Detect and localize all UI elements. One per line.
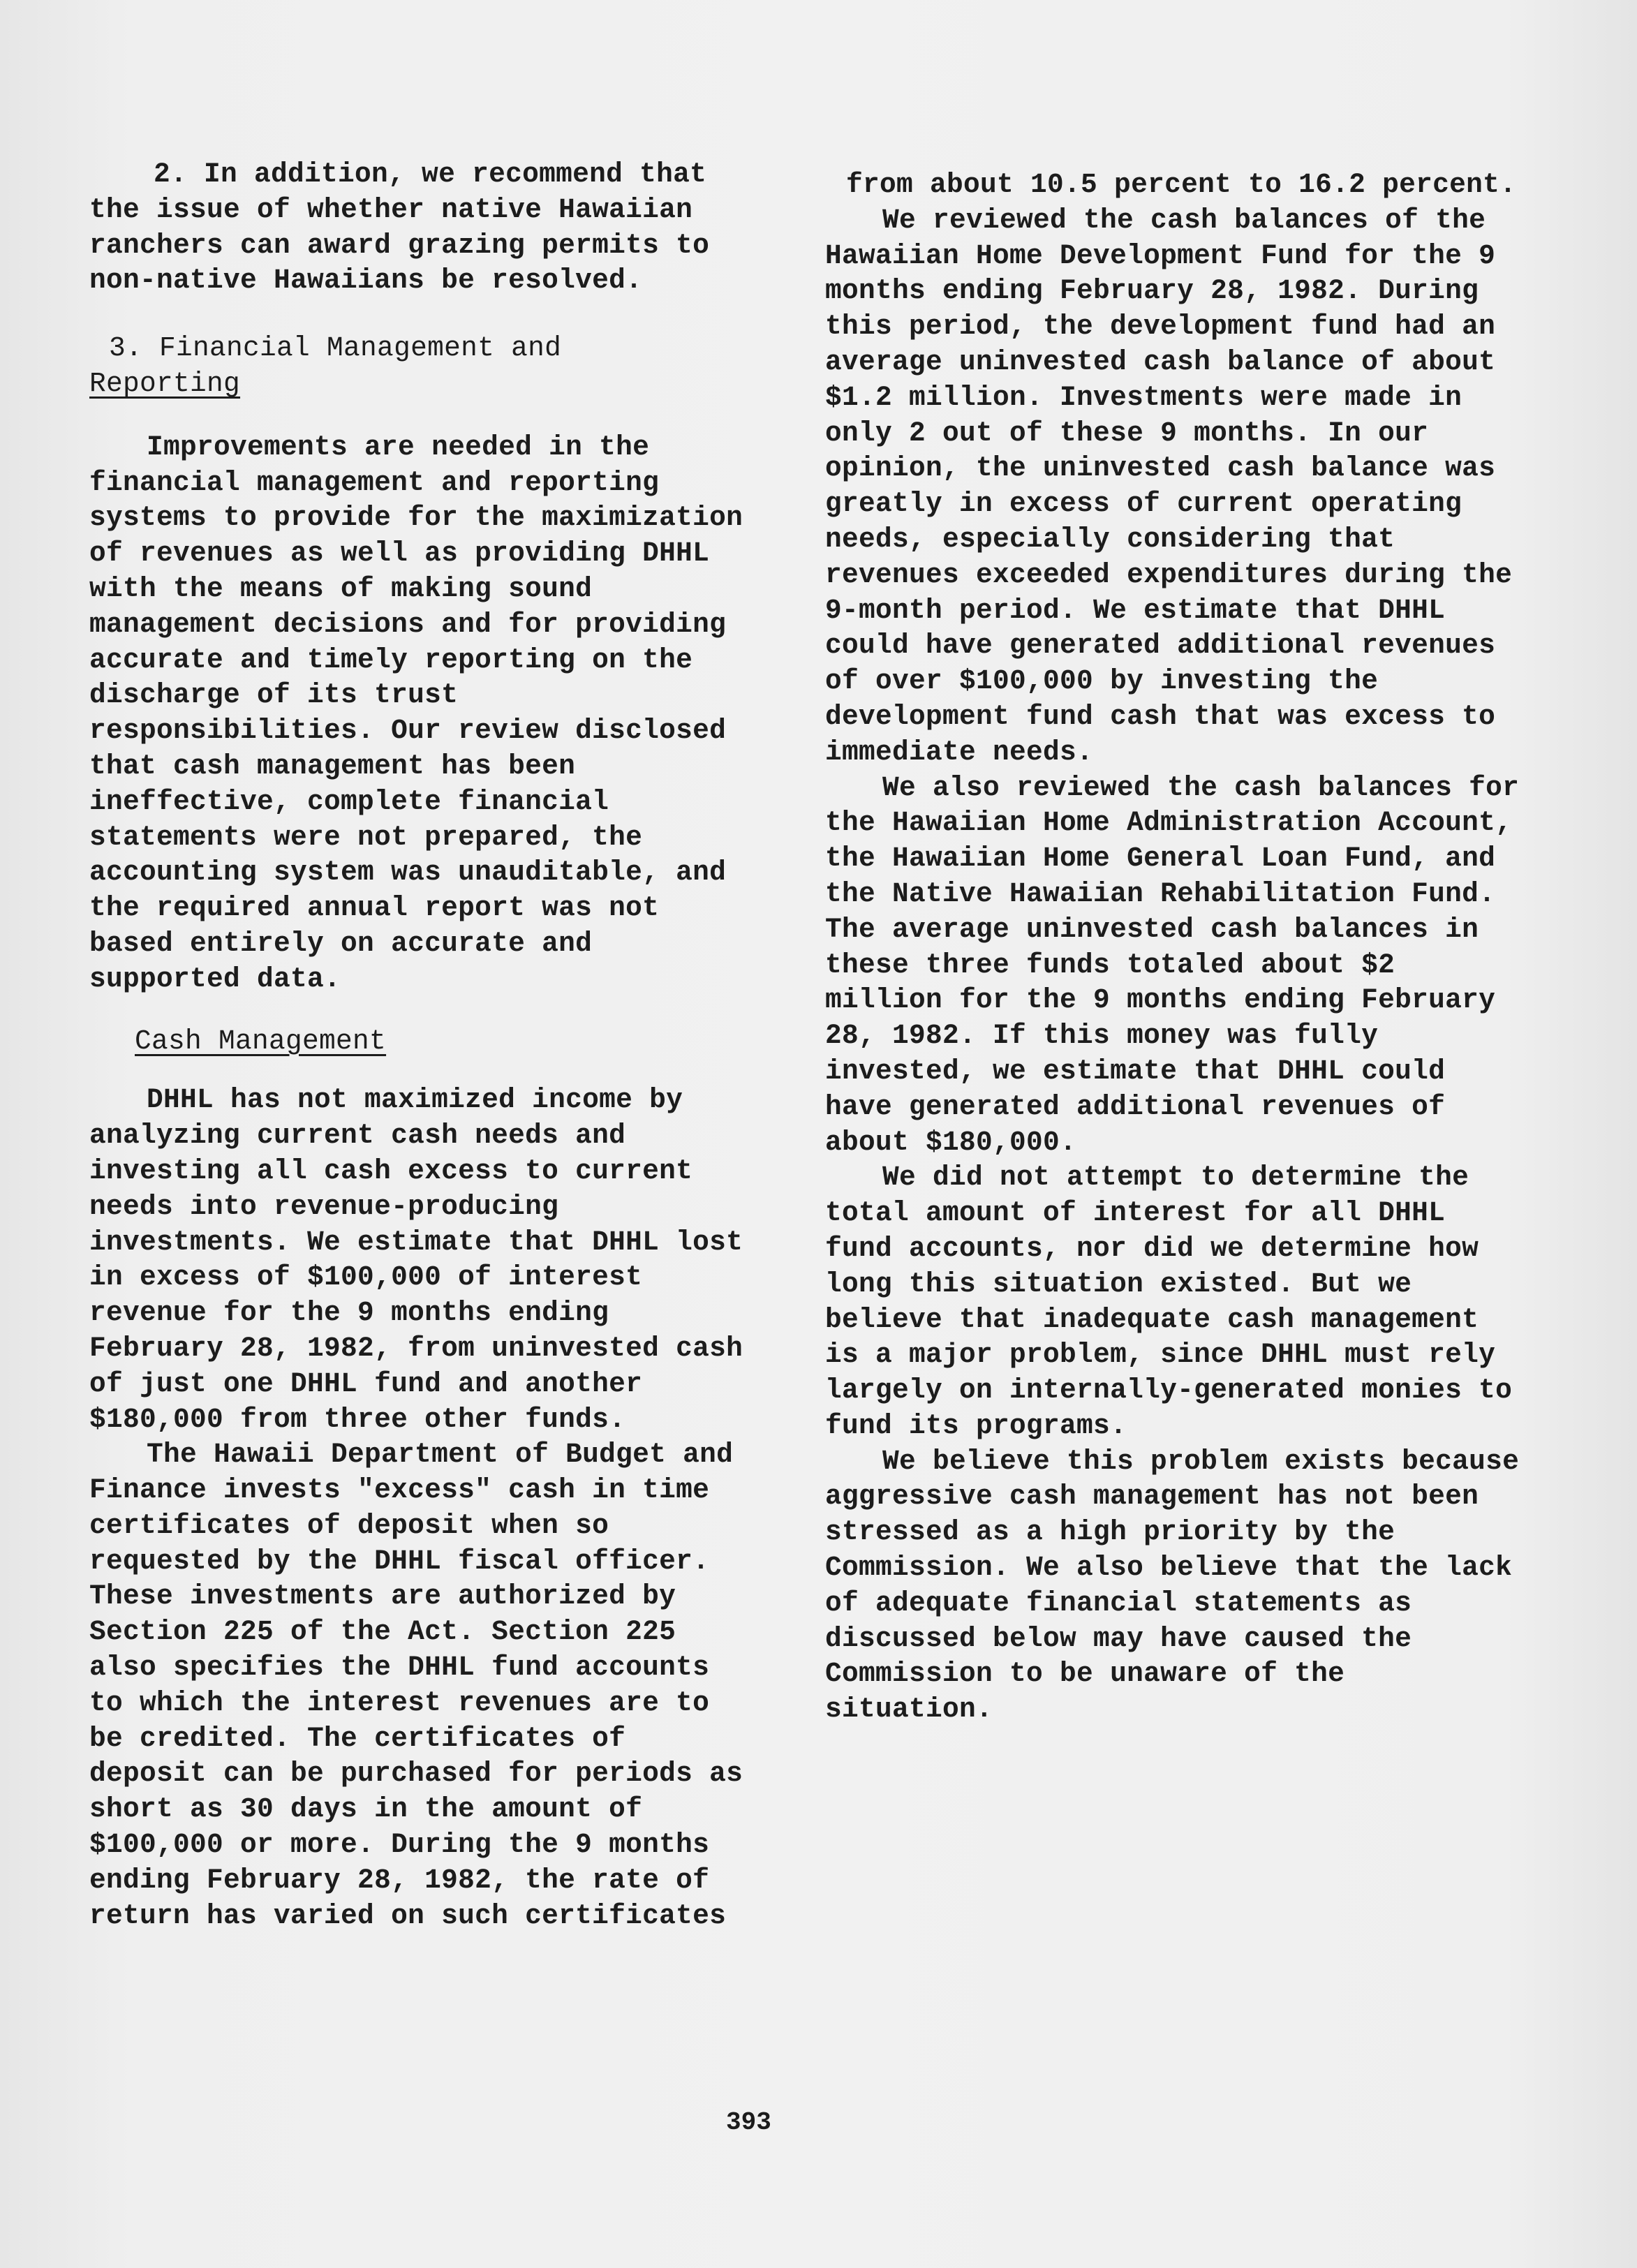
not-maximized-paragraph: DHHL has not maximized income by analyzing current cash needs and investing all cash excess to current needs into revenue-producing investments. We estimate that DHHL lost in excess of $100,000 of interest revenue for the 9 months ending February 28, 1982, from uninvested cash of just one DHHL fund and another $180,000 from three other funds.	[89, 1084, 743, 1435]
other-funds-paragraph: We also reviewed the cash balances for the Hawaiian Home Administration Account, the Hawaiian Home General Loan Fund, and the Native Hawaiian Rehabilitation Fund. The average uninvested cash balances in these three funds totaled about $2 million for the 9 months ending February 28, 1982. If this money was fully invested, we estimate that DHHL could have generated additional revenues of about $180,000.	[825, 771, 1520, 1158]
section-heading-line-1: 3. Financial Management and	[109, 332, 562, 364]
cash-management-heading	[89, 1024, 753, 1060]
did-not-attempt-paragraph: We did not attempt to determine the total amount of interest for all DHHL fund accounts, nor did we determine how long this situation existed. But we believe that inadequate cash management is a major problem, since DHHL must rely largely on internally-generated monies to fund its programs.	[825, 1162, 1513, 1441]
improvements-paragraph: Improvements are needed in the financial management and reporting systems to provide for the maximization of revenues as well as providing DHHL with the means of making sound management decisions and for providing accurate and timely reporting on the discharge of its trust responsibilities. Our review disclosed that cash management has been ineffective, complete financial statements were not prepared, the accounting system was unauditable, and the required annual report was not based entirely on accurate and supported data.	[89, 431, 743, 995]
left-column	[89, 157, 753, 1934]
budget-finance-paragraph: The Hawaii Department of Budget and Finance invests "excess" cash in time certificates of deposit when so requested by the DHHL fiscal officer. These investments are authorized by Section 225 of the Act. Section 225 also specifies the DHHL fund accounts to which the interest revenues are to be credited. The certificates of deposit can be purchased for periods as short as 30 days in the amount of $100,000 or more. During the 9 months ending February 28, 1982, the rate of return has varied on such certificates	[89, 1439, 743, 1932]
section-heading	[89, 331, 753, 402]
continuation-paragraph: from about 10.5 percent to 16.2 percent.	[846, 169, 1517, 200]
believe-problem-paragraph: We believe this problem exists because aggressive cash management has not been stressed as a high priority by the Commission. We also believe that the lack of adequate financial statements as discussed below may have caused the Commission to be unaware of the situation.	[825, 1445, 1520, 1726]
recommendation-paragraph: 2. In addition, we recommend that the issue of whether native Hawaiian ranchers can award grazing permits to non-native Hawaiians be resolved.	[89, 158, 710, 297]
cash-management-heading-text: Cash Management	[135, 1025, 387, 1057]
right-column	[825, 168, 1523, 1728]
page-number: 393	[726, 2108, 771, 2137]
section-heading-line-2: Reporting	[89, 367, 241, 399]
development-fund-paragraph: We reviewed the cash balances of the Hawaiian Home Development Fund for the 9 months ending February 28, 1982. During this period, the development fund had an average uninvested cash balance of about $1.2 million. Investments were made in only 2 out of these 9 months. In our opinion, the uninvested cash balance was greatly in excess of current operating needs, especially considering that revenues exceeded expenditures during the 9-month period. We estimate that DHHL could have generated additional revenues of over $100,000 by investing the development fund cash that was excess to immediate needs.	[825, 204, 1513, 768]
